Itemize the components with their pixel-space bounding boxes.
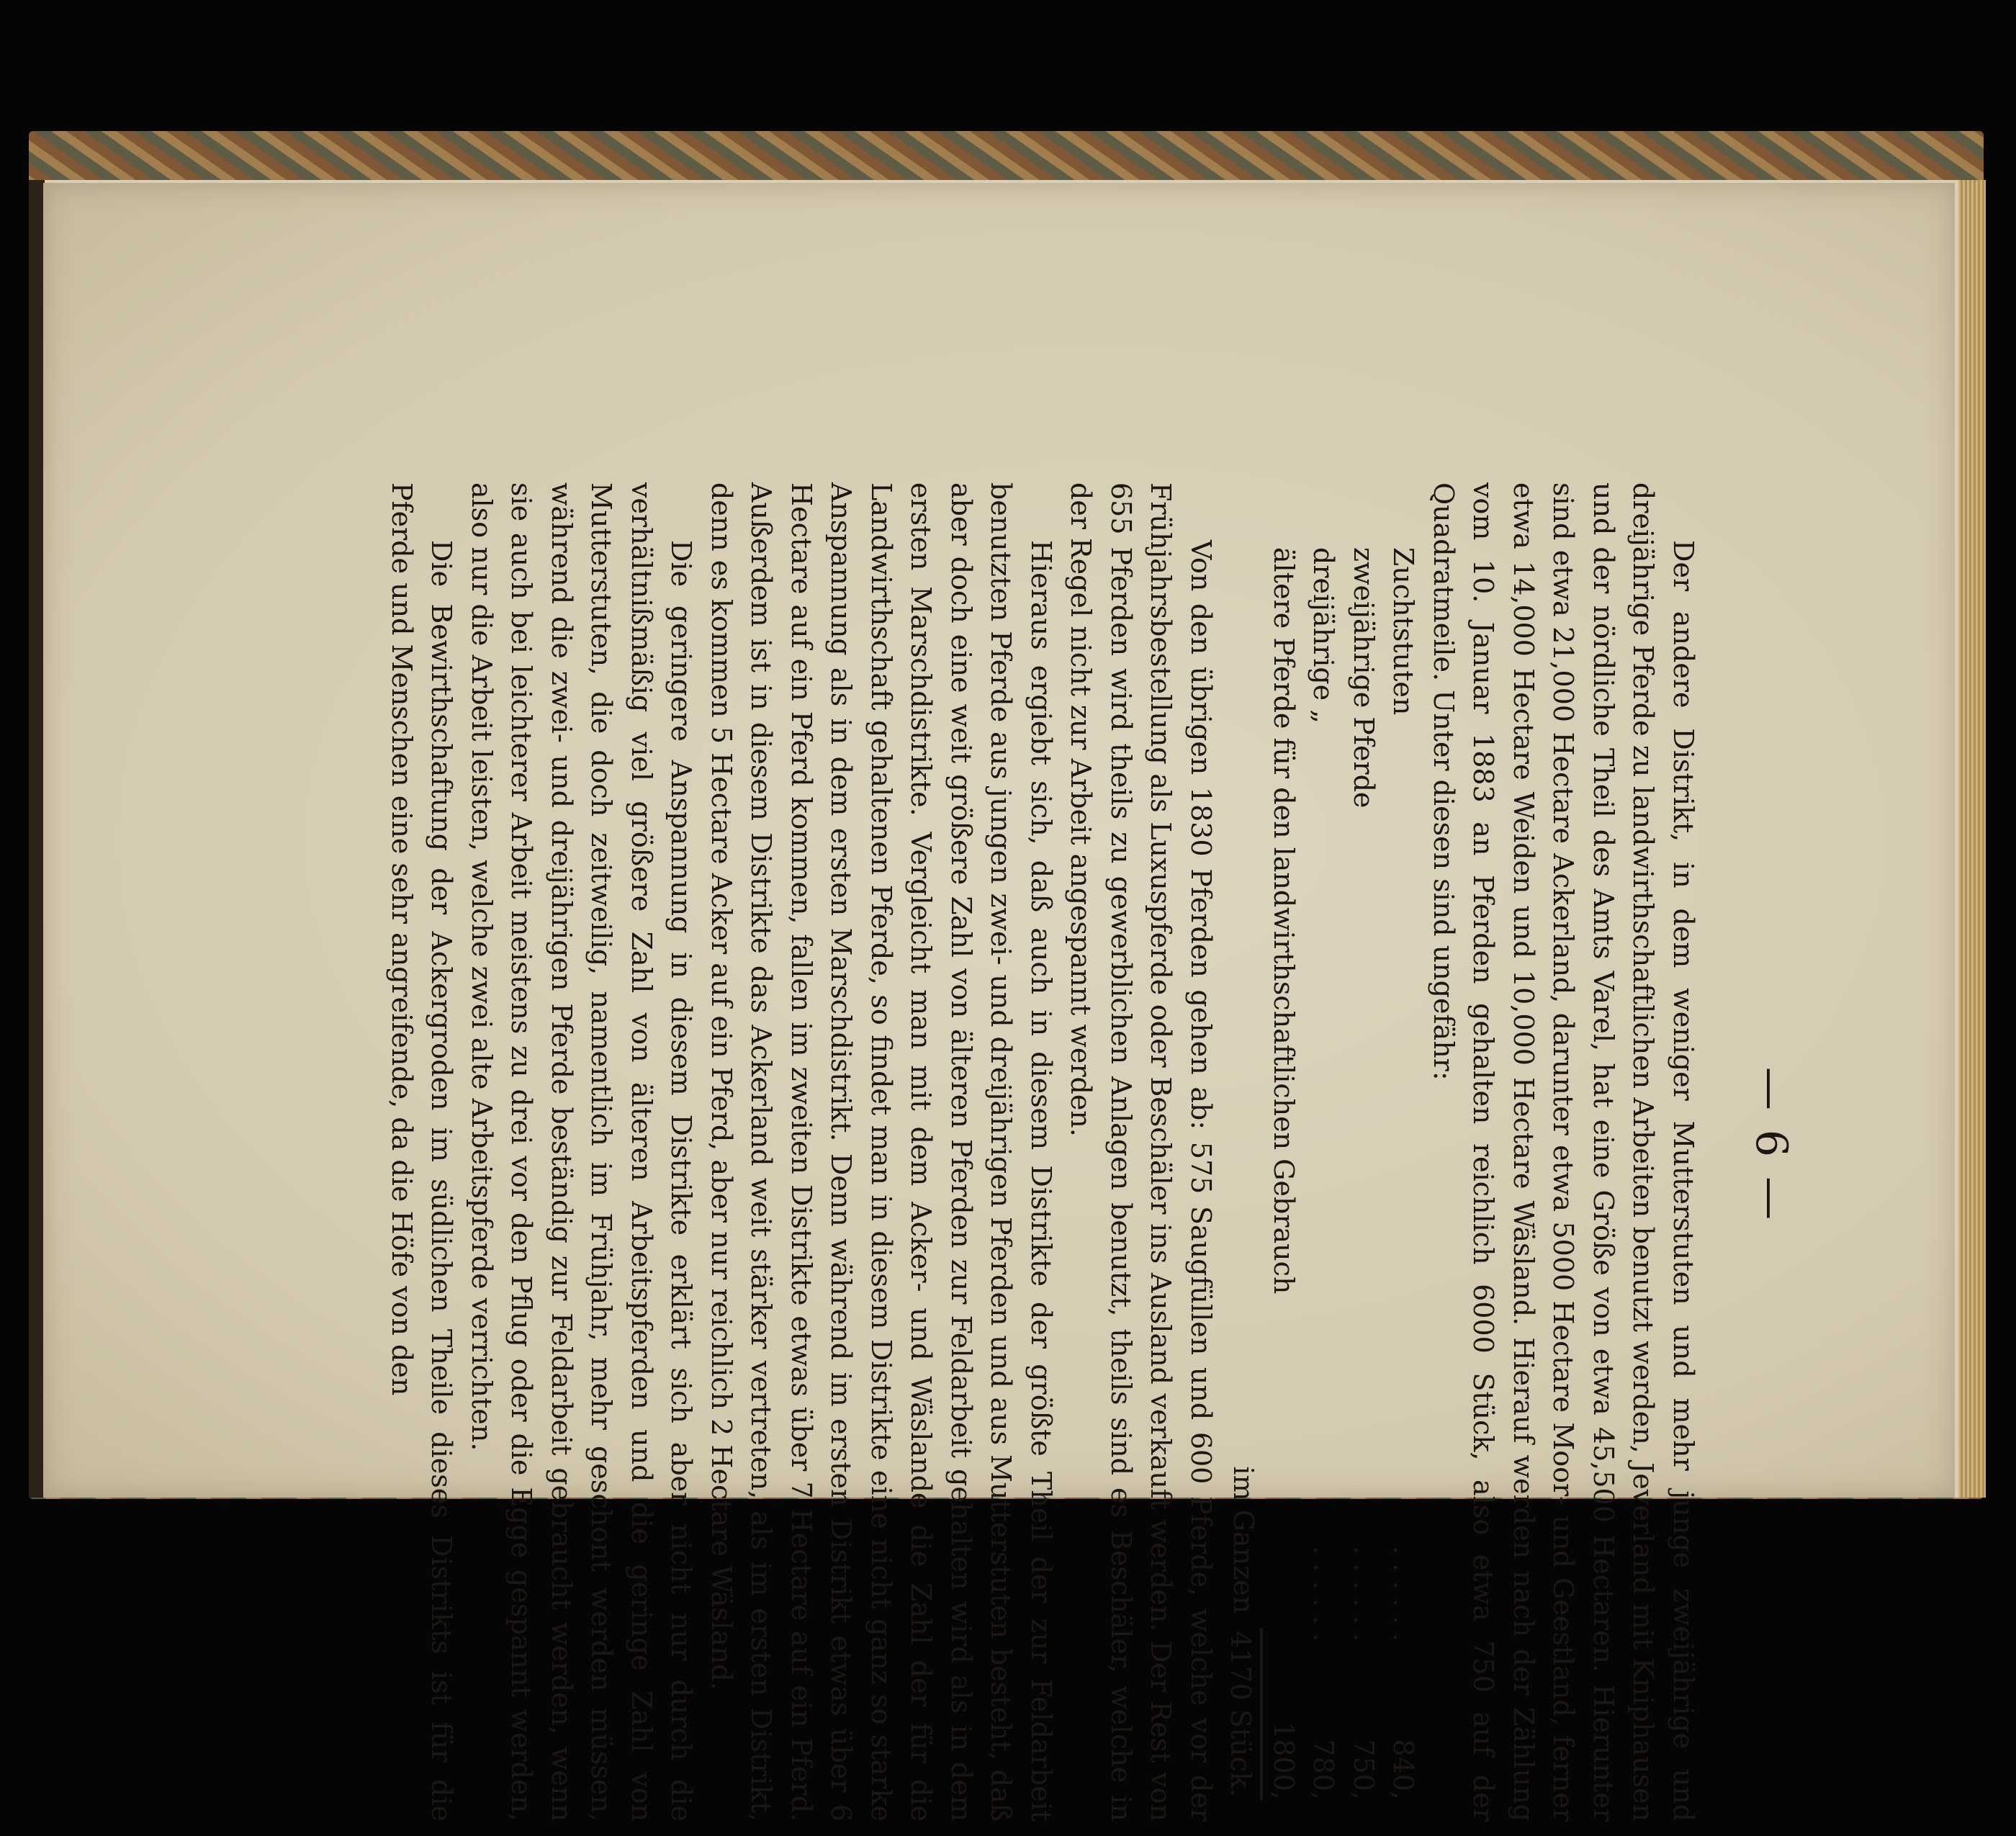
tally-label: zweijährige Pferde — [1348, 547, 1380, 809]
body-text — [382, 482, 1704, 1822]
tally-label: ältere Pferde für den landwirthschaftlichen Gebrauch — [1268, 547, 1300, 1295]
horse-tally — [1220, 547, 1423, 1800]
tally-row — [1264, 547, 1304, 1800]
paragraph-5: Die Bewirthschaftung der Ackergroden im südlichen Theile dieses Distrikts ist für die Pferde und Menschen eine sehr angreifende, da die Höfe von den — [386, 482, 458, 1822]
tally-value: 1800, — [1268, 1722, 1300, 1800]
tally-row — [1303, 547, 1344, 1800]
tally-value: 750, — [1348, 1739, 1380, 1800]
tally-dots: . . . . . . — [1308, 1546, 1340, 1642]
page-content — [212, 454, 1796, 1836]
paragraph-2: Von den übrigen 1830 Pferden gehen ab: 575 Saugfüllen und 600 Pferde, welche vor der Frühjahrsbestellung als Luxuspferde oder Beschäler ins Ausland verkauft werden. Der Rest von 655 Pferden wird theils zu gewerblichen Anlagen benutzt, theils sind es Beschäler, welche in der Regel nicht zur Arbeit angespannt werden. — [1065, 482, 1217, 1822]
tally-value: 780, — [1308, 1739, 1340, 1800]
tally-total-value: 4170 Stück. — [1220, 1628, 1264, 1800]
paragraph-3: Hieraus ergiebt sich, daß auch in diesem Distrikte der größte Theil der zur Feldarbeit benutzten Pferde aus jungen zwei- und dreijährigen Pferden und aus Mutterstuten besteht, daß aber doch eine weit größere Zahl von älteren Pferden zur Feldarbeit gehalten wird als in dem ersten Marschdistrikte. Vergleicht man mit dem Acker- und Wäslande die Zahl der für die Landwirthschaft gehaltenen Pferde, so findet man in diesem Distrikte eine nicht ganz so starke Anspannung als in dem ersten Marschdistrikt. Denn während im ersten Distrikt etwas über 6 Hectare auf ein Pferd kommen, fallen im zweiten Distrikte etwas über 7 Hectare auf ein Pferd. Außerdem ist in diesem Distrikte das Ackerland weit stärker vertreten, als im ersten Distrikt, denn es kommen 5 Hectare Acker auf ein Pferd, aber nur reichlich 2 Hectare Wäsland. — [706, 482, 1057, 1822]
tally-label: Zuchtstuten — [1387, 547, 1420, 716]
tally-label: dreijährige „ — [1308, 547, 1340, 724]
tally-row — [1383, 547, 1423, 1800]
page-number: — 6 — — [1746, 1066, 1796, 1223]
tally-dots: . . . . . . — [1387, 1546, 1420, 1642]
tally-total-label: im Ganzen — [1228, 1466, 1260, 1614]
paragraph-1: Der andere Distrikt, in dem weniger Mutterstuten und mehr junge zweijährige und dreijährige Pferde zu landwirthschaftlichen Arbeiten benutzt werden, Jeverland mit Kniphausen und der nördliche Theil des Amts Varel, hat eine Größe von etwa 45,500 Hectaren. Hierunter sind etwa 21,000 Hectare Ackerland, darunter etwa 5000 Hectare Moor- und Geestland, ferner etwa 14,000 Hectare Weiden und 10,000 Hectare Wäsland. Hierauf werden nach der Zählung vom 10. Januar 1883 an Pferden gehalten reichlich 6000 Stück, also etwa 750 auf der Quadratmeile. Unter diesen sind ungefähr: — [1428, 482, 1699, 1822]
paragraph-4: Die geringere Anspannung in diesem Distrikte erklärt sich aber nicht nur durch die verhältnißmäßig viel größere Zahl von älteren Arbeitspferden und die geringe Zahl von Mutterstuten, die doch zeitweilig, namentlich im Frühjahr, mehr geschont werden müssen, während die zwei- und dreijährigen Pferde beständig zur Feldarbeit gebraucht werden, wenn sie auch bei leichterer Arbeit meistens zu drei vor den Pflug oder die Egge gespannt werden, also nur die Arbeit leisten, welche zwei alte Arbeitspferde verrichten. — [466, 482, 698, 1822]
tally-value: 840, — [1387, 1739, 1420, 1800]
tally-total-row — [1220, 547, 1264, 1800]
tally-row — [1344, 547, 1384, 1800]
tally-dots: . . . . . . — [1348, 1546, 1380, 1642]
page-edge — [1958, 180, 1986, 1498]
